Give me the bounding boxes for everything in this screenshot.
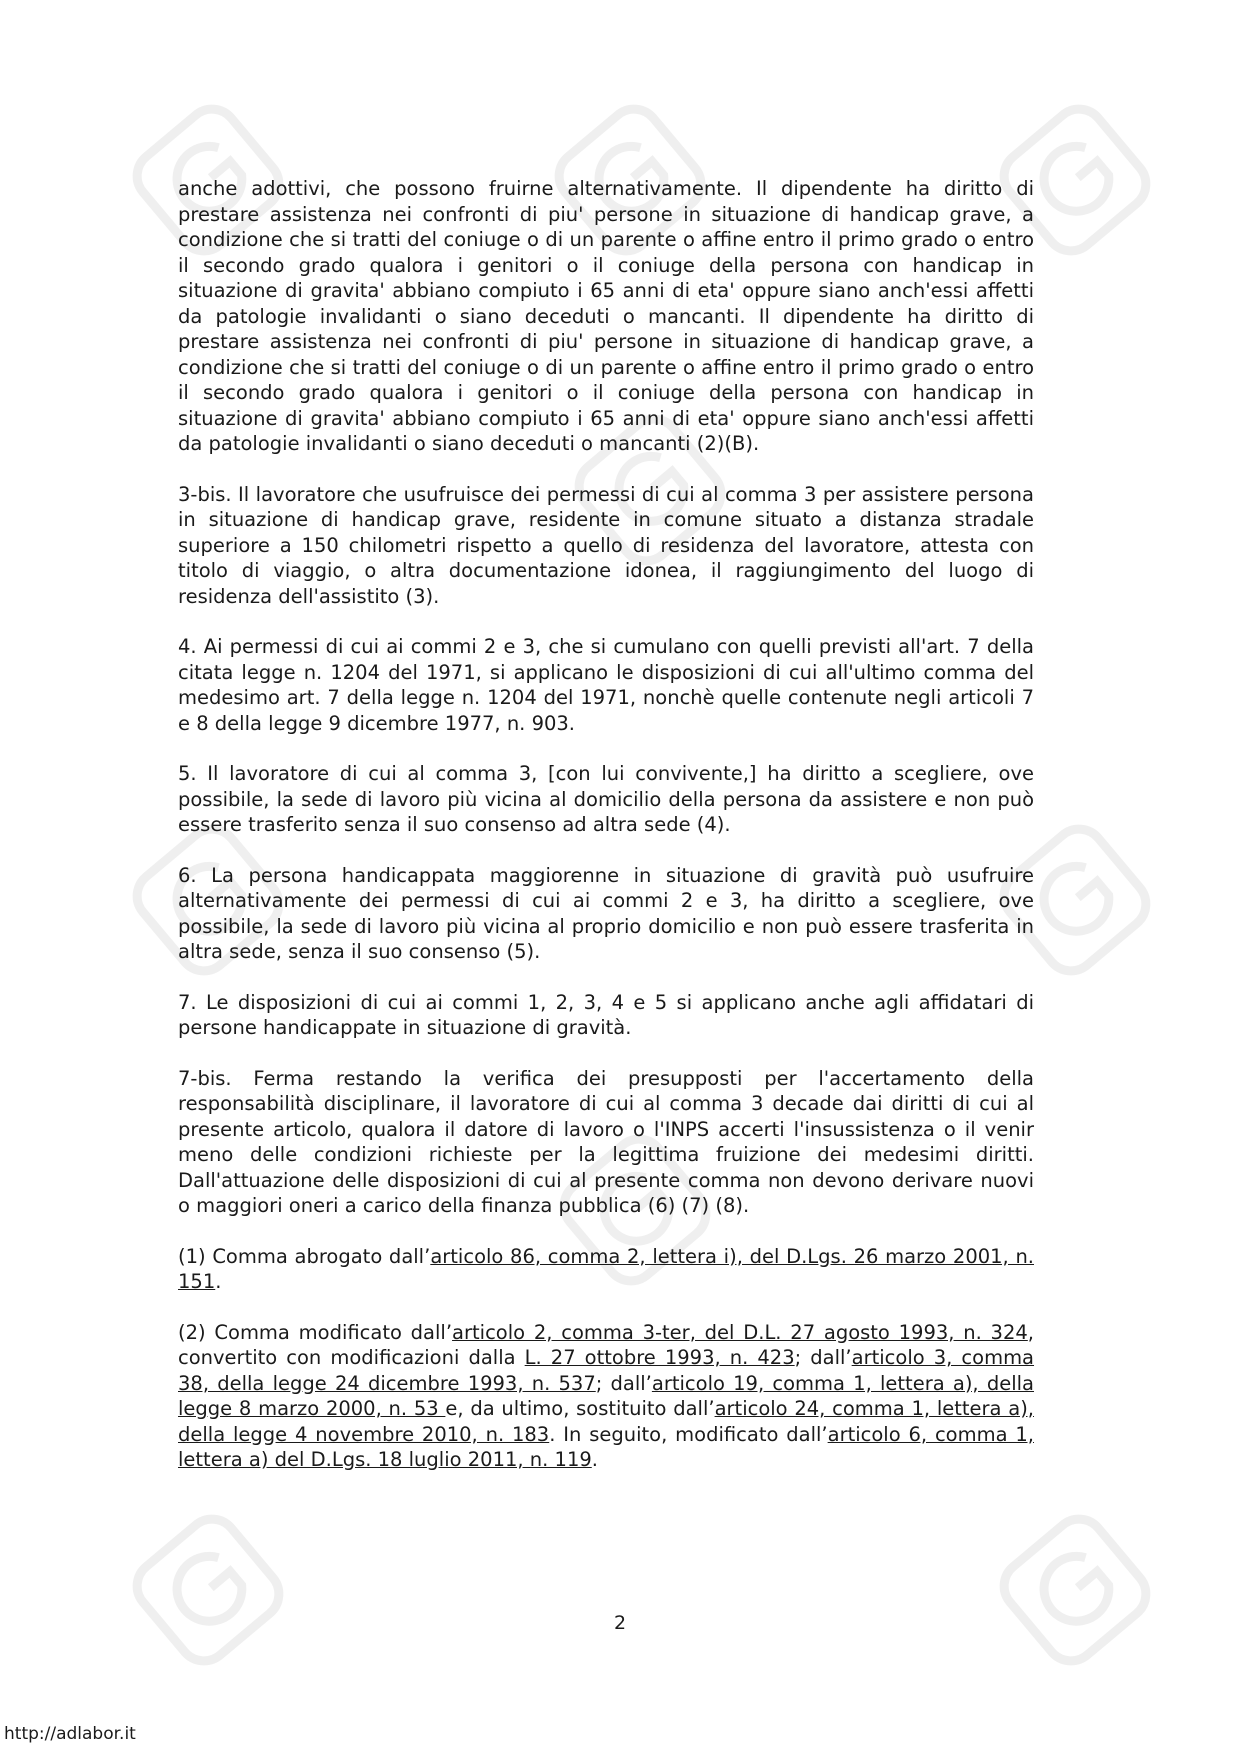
footnote-text: . [591,1448,598,1471]
footnote-2 [178,1320,1034,1473]
paragraph-7bis: 7-bis. Ferma restando la verifica dei presupposti per l'accertamento della responsabilità disciplinare, il lavoratore di cui al comma 3 decade dai diritti di cui al presente articolo, qualora il datore di lavoro o l'INPS accerti l'insussistenza o il venir meno delle condizioni richieste per la legittima fruizione dei medesimi diritti. Dall'attuazione delle disposizioni di cui al presente comma non devono derivare nuovi o maggiori oneri a carico della finanza pubblica (6) (7) (8). [178,1066,1034,1217]
paragraph-7: 7. Le disposizioni di cui ai commi 1, 2, 3, 4 e 5 si applicano anche agli affidatari di persone handicappate in situazione di gravità. [178,990,1034,1039]
footnote-text: . [215,1270,222,1293]
g-logo-watermark-icon [985,1500,1165,1680]
paragraph-3bis: 3-bis. Il lavoratore che usufruisce dei permessi di cui al comma 3 per assistere persona in situazione di handicap grave, residente in comune situato a distanza stradale superiore a 150 chilometri rispetto a quello di residenza del lavoratore, attesta con titolo di viaggio, o altra documentazione idonea, il raggiungimento del luogo di residenza dell'assistito (3). [178,482,1034,608]
paragraph-5: 5. Il lavoratore di cui al comma 3, [con lui convivente,] ha diritto a scegliere, ove possibile, la sede di lavoro più vicina al domicilio della persona da assistere e non può essere trasferito senza il suo consenso ad altra sede (4). [178,762,1034,836]
g-logo-watermark-icon [118,1500,298,1680]
law-reference-link[interactable]: articolo 86, comma 2, lettera i), del D.Lgs. 26 marzo 2001, n. 151 [178,1244,1034,1293]
document-body [178,176,1034,1498]
footnote-text: ; dall’ [595,1371,652,1395]
law-reference-link[interactable]: L. 27 ottobre 1993, n. 423 [524,1346,795,1369]
footnote-text: . In seguito, modificato dall’ [549,1422,828,1446]
footnote-text: (1) Comma abrogato dall’ [178,1244,431,1268]
footer-url[interactable]: http://adlabor.it [4,1724,136,1744]
law-reference-link[interactable]: articolo 3, comma 38, della legge 24 dicembre 1993, n. 537 [178,1346,1035,1395]
footnote-text: ; dall’ [794,1346,852,1369]
footnote-text: (2) Comma modificato dall’ [178,1320,453,1344]
law-reference-link[interactable]: articolo 24, comma 1, lettera a), della legge 4 novembre 2010, n. 183 [178,1397,1034,1446]
law-reference-link[interactable]: articolo 19, comma 1, lettera a), della legge 8 marzo 2000, n. 53 [178,1371,1034,1420]
footnote-text: e, da ultimo, sostituito dall’ [445,1397,715,1420]
law-reference-link[interactable]: articolo 2, comma 3-ter, del D.L. 27 agosto 1993, n. 324 [452,1320,1028,1344]
footnote-text: , convertito con modificazioni dalla [178,1320,1034,1369]
paragraph-4: 4. Ai permessi di cui ai commi 2 e 3, che si cumulano con quelli previsti all'art. 7 della citata legge n. 1204 del 1971, si applicano le disposizioni di cui all'ultimo comma del medesimo art. 7 della legge n. 1204 del 1971, nonchè quelle contenute negli articoli 7 e 8 della legge 9 dicembre 1977, n. 903. [178,635,1034,735]
law-reference-link[interactable]: articolo 6, comma 1, lettera a) del D.Lgs. 18 luglio 2011, n. 119 [178,1422,1034,1471]
paragraph-continued: anche adottivi, che possono fruirne alternativamente. Il dipendente ha diritto di prestare assistenza nei confronti di piu' persone in situazione di handicap grave, a condizione che si tratti del coniuge o di un parente o affine entro il primo grado o entro il secondo grado qualora i genitori o il coniuge della persona con handicap in situazione di gravita' abbiano compiuto i 65 anni di eta' oppure siano anch'essi affetti da patologie invalidanti o siano deceduti o mancanti. Il dipendente ha diritto di prestare assistenza nei confronti di piu' persone in situazione di handicap grave, a condizione che si tratti del coniuge o di un parente o affine entro il primo grado o entro il secondo grado qualora i genitori o il coniuge della persona con handicap in situazione di gravita' abbiano compiuto i 65 anni di eta' oppure siano anch'essi affetti da patologie invalidanti o siano deceduti o mancanti (2)(B). [178,177,1034,455]
page-number: 2 [613,1612,627,1634]
footnote-1 [178,1244,1034,1295]
paragraph-6: 6. La persona handicappata maggiorenne in situazione di gravità può usufruire alternativamente dei permessi di cui ai commi 2 e 3, ha diritto a scegliere, ove possibile, la sede di lavoro più vicina al proprio domicilio e non può essere trasferita in altra sede, senza il suo consenso (5). [178,863,1034,963]
